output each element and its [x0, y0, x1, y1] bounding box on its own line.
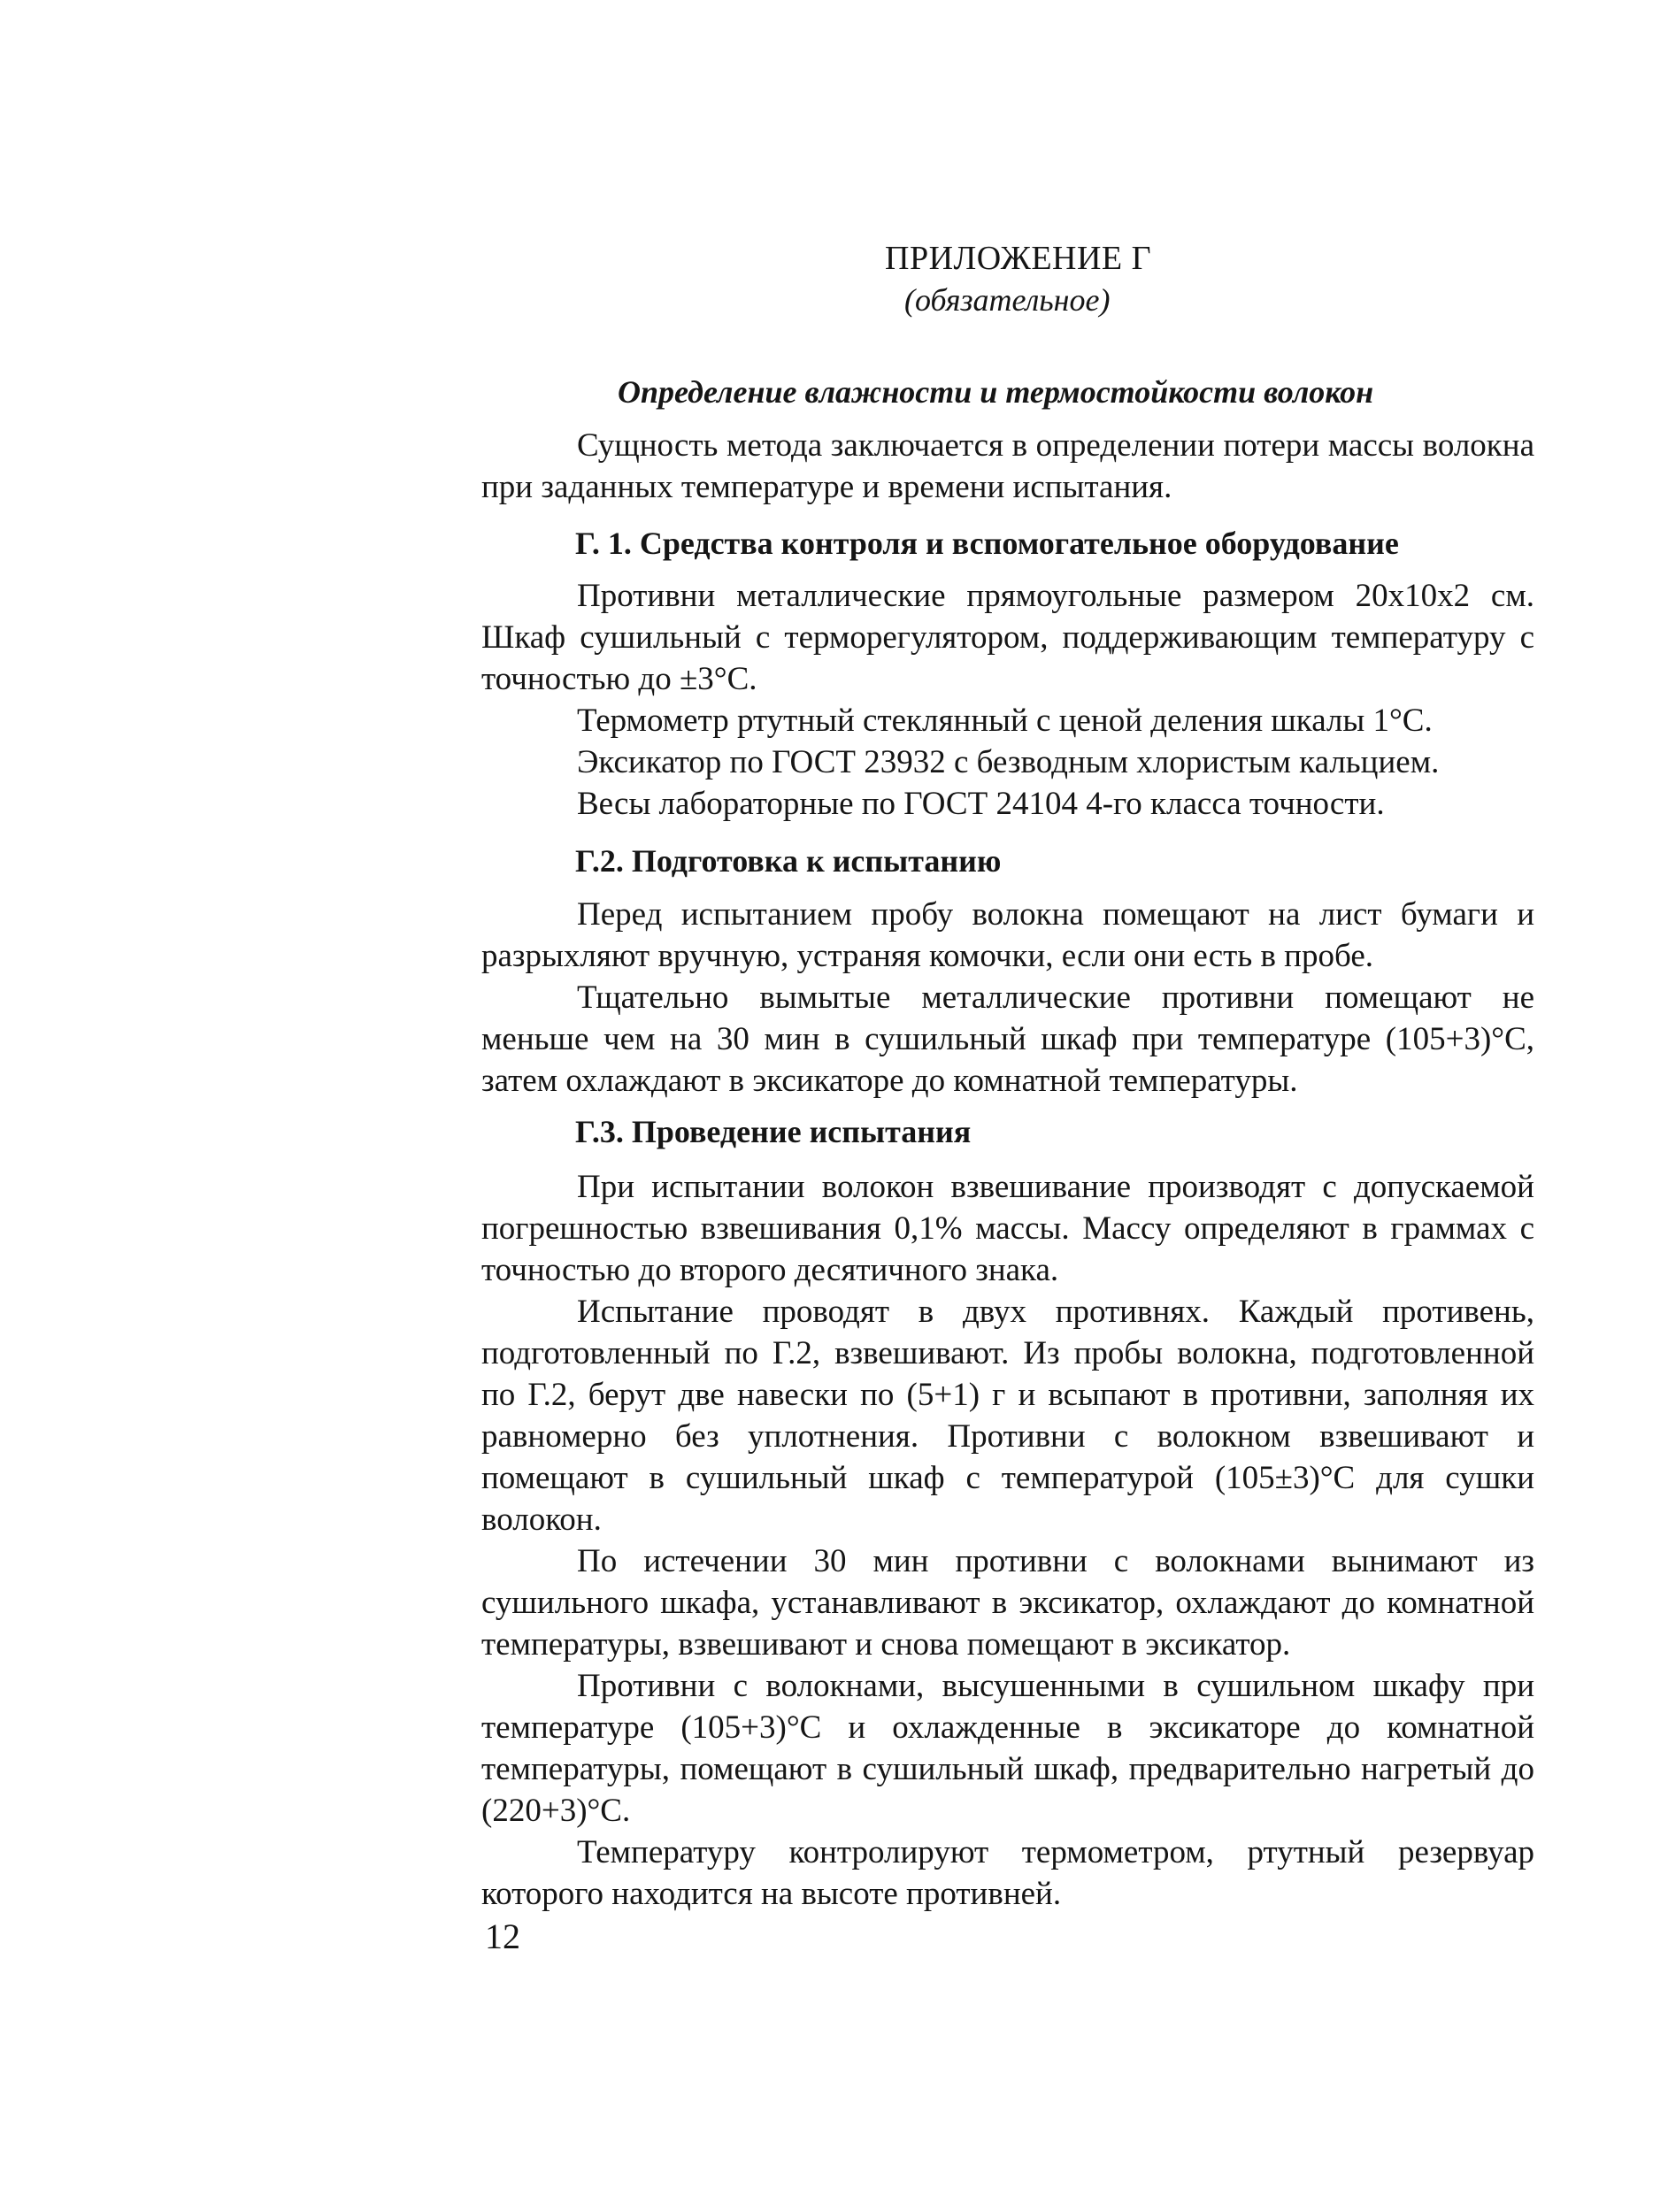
- paragraph: По истечении 30 мин противни с волокнами вынимают из сушильного шкафа, устанавливают в эксикатор, охлаждают до комнатной температуры, взвешивают и снова помещают в эксикатор.: [481, 1543, 1534, 1663]
- section-g1-body: [481, 575, 1534, 825]
- paragraph: При испытании волокон взвешивание производят с допускаемой погрешностью взвешивания 0,1% массы. Массу определяют в граммах с точностью до второго десятичного знака.: [481, 1169, 1534, 1288]
- intro-paragraph: Сущность метода заключается в определении потери массы волокна при заданных температуре и времени испытания.: [481, 427, 1534, 505]
- paragraph: Термометр ртутный стеклянный с ценой деления шкалы 1°С.: [577, 703, 1433, 739]
- intro-block: [481, 425, 1534, 508]
- paragraph: Температуру контролируют термометром, ртутный резервуар которого находится на высоте противней.: [481, 1834, 1534, 1912]
- paragraph: Весы лабораторные по ГОСТ 24104 4-го класса точности.: [577, 786, 1385, 822]
- section-heading-g2: Г.2. Подготовка к испытанию: [575, 843, 1002, 879]
- section-heading-g3: Г.3. Проведение испытания: [575, 1114, 972, 1149]
- section-g3-body: [481, 1166, 1534, 1915]
- appendix-title: ПРИЛОЖЕНИЕ Г: [885, 240, 1152, 277]
- paragraph: Тщательно вымытые металлические противни помещают не меньше чем на 30 мин в сушильный шкаф при температуре (105+3)°С, затем охлаждают в эксикаторе до комнатной температуры.: [481, 979, 1534, 1099]
- paragraph: Противни с волокнами, высушенными в сушильном шкафу при температуре (105+3)°С и охлажденные в эксикаторе до комнатной температуры, помещают в сушильный шкаф, предварительно нагретый до (220+3)°С.: [481, 1668, 1534, 1829]
- section-g2-body: [481, 894, 1534, 1102]
- paragraph: Эксикатор по ГОСТ 23932 с безводным хлористым кальцием.: [577, 744, 1440, 780]
- paragraph: Испытание проводят в двух противнях. Каждый противень, подготовленный по Г.2, взвешивают. Из пробы волокна, подготовленной по Г.2, берут две навески по (5+1) г и всыпают в противни, заполняя их равномерно без уплотнения. Противни с волокном взвешивают и помещают в сушильный шкаф с температурой (105±3)°С для сушки волокон.: [481, 1294, 1534, 1538]
- section-heading-g1: Г. 1. Средства контроля и вспомогательное оборудование: [575, 526, 1399, 561]
- document-heading: Определение влажности и термостойкости волокон: [618, 374, 1374, 410]
- appendix-subtitle: (обязательное): [904, 282, 1111, 318]
- page-number: 12: [485, 1916, 520, 1956]
- paragraph: Перед испытанием пробу волокна помещают на лист бумаги и разрыхляют вручную, устраняя комочки, если они есть в пробе.: [481, 896, 1534, 974]
- paragraph: Противни металлические прямоугольные размером 20x10x2 см. Шкаф сушильный с терморегулятором, поддерживающим температуру с точностью до ±3°С.: [481, 578, 1534, 697]
